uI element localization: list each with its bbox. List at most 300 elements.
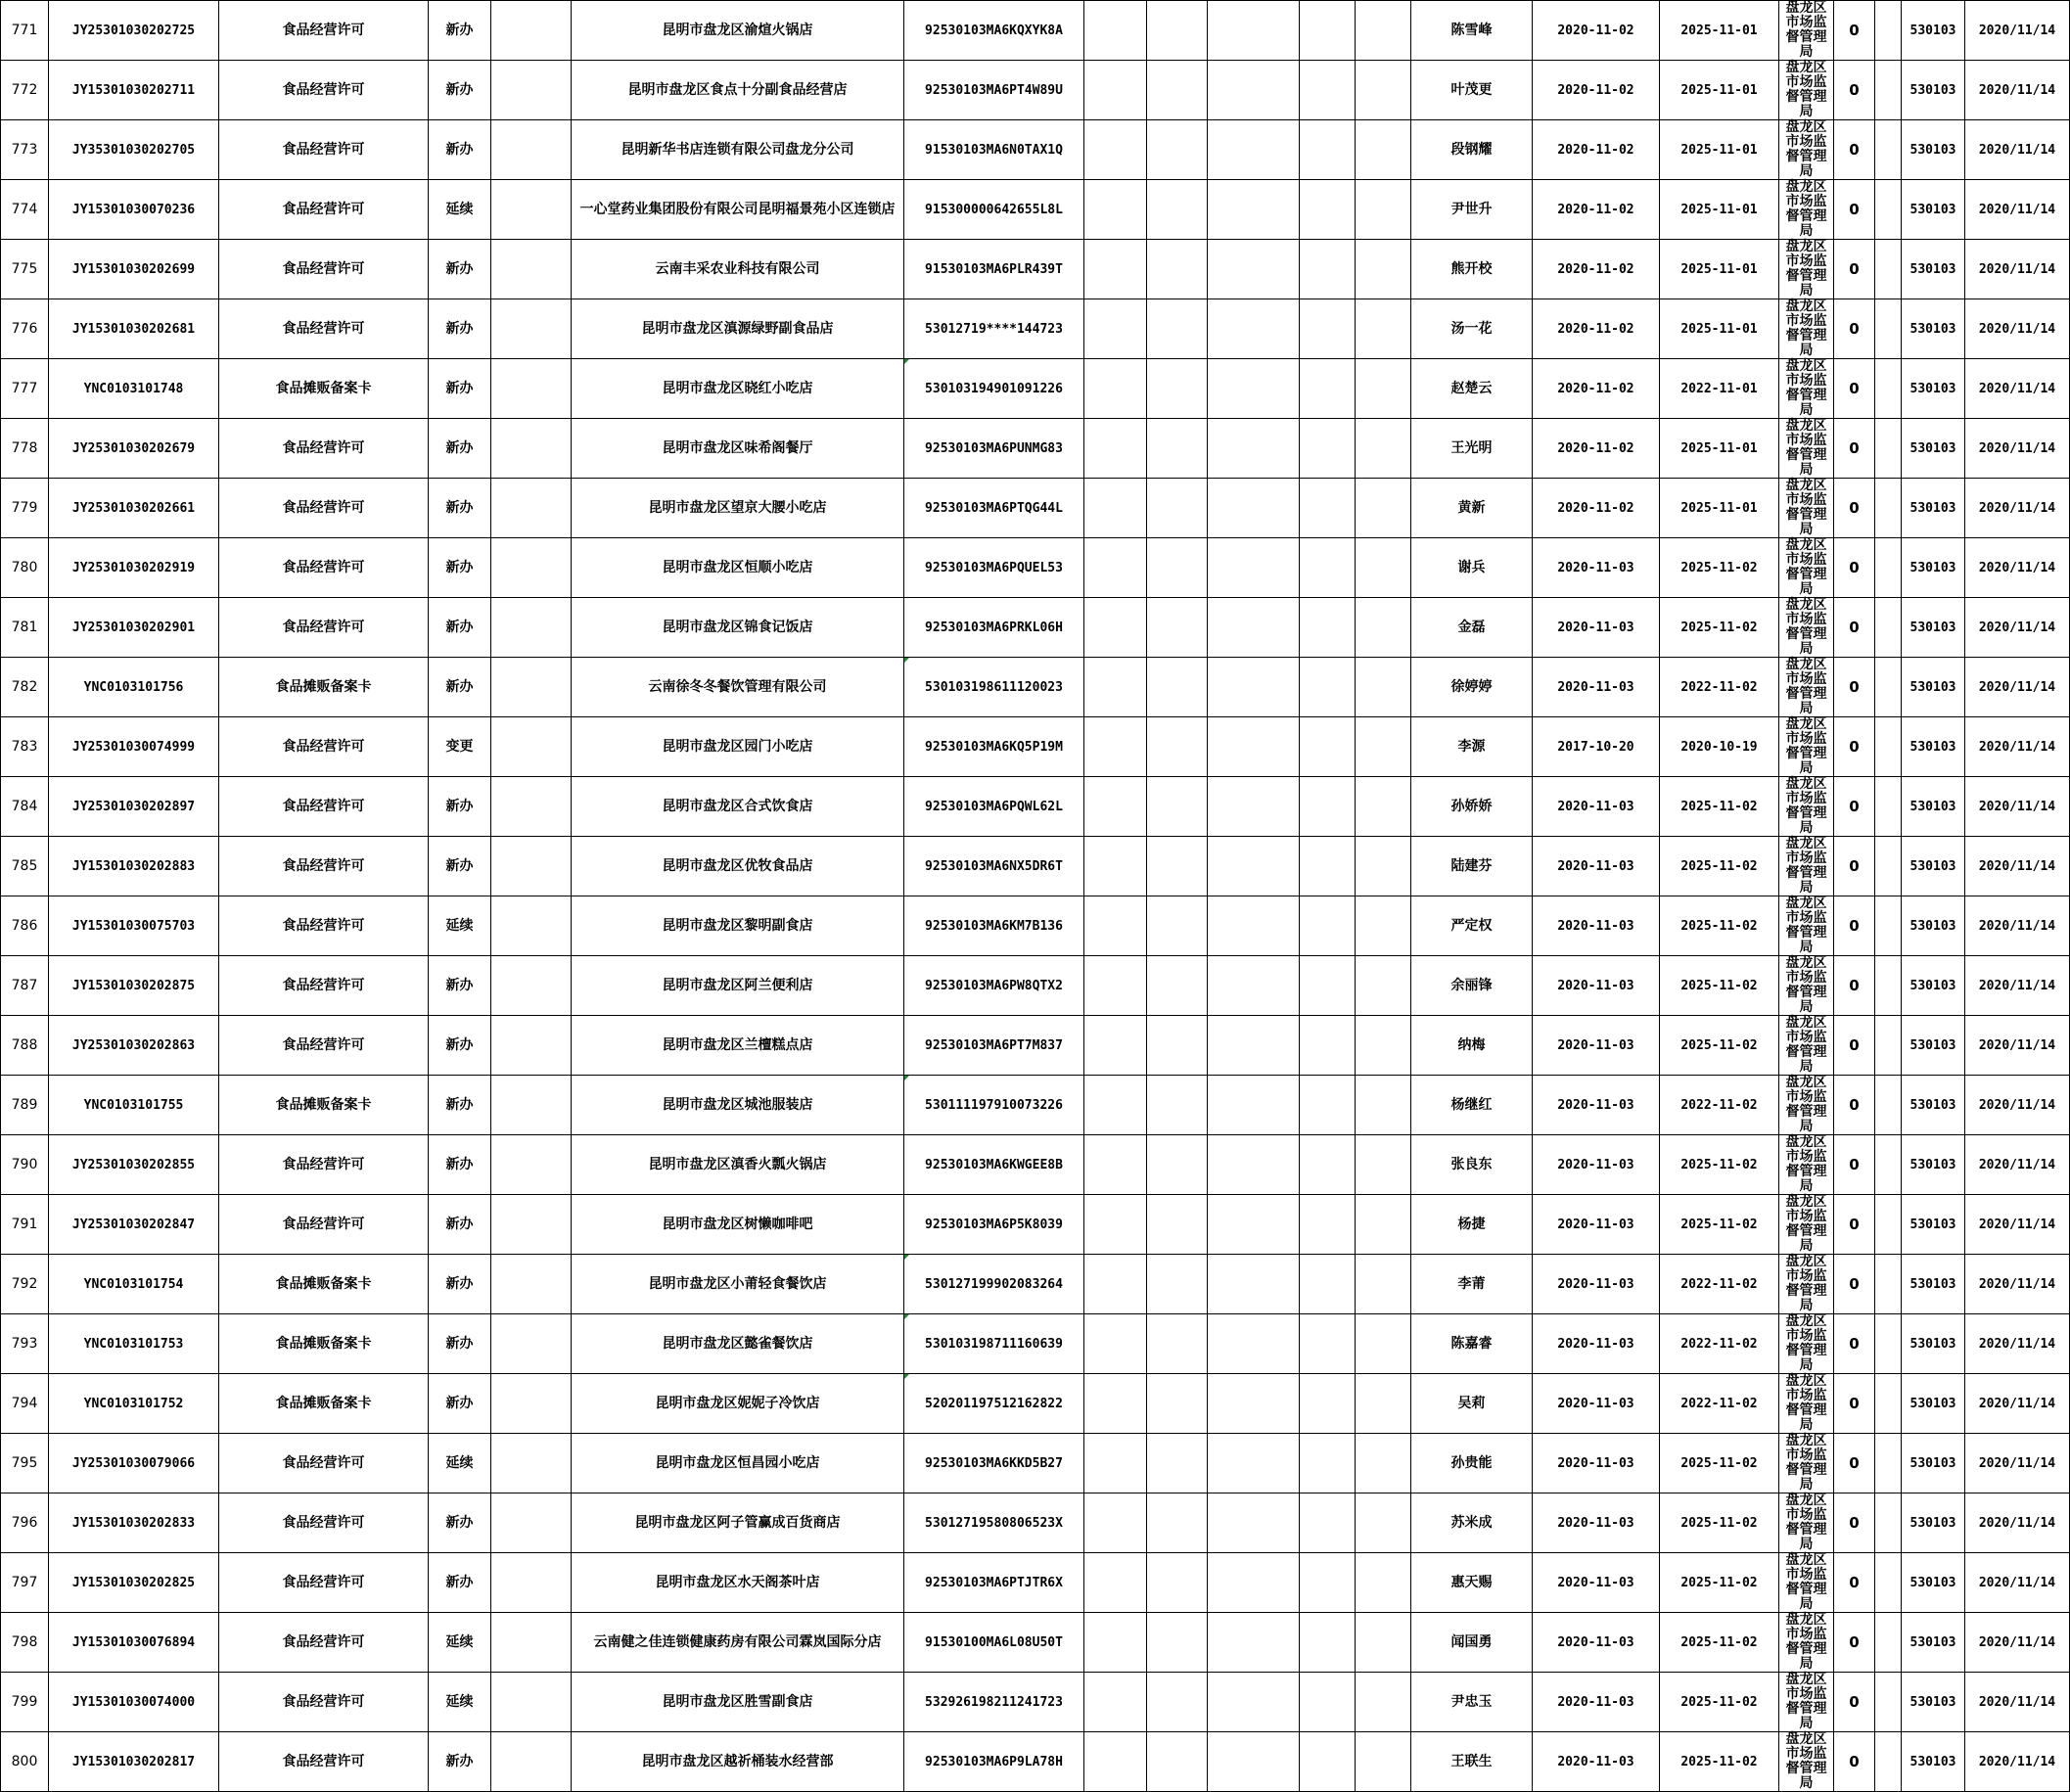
empty-cell xyxy=(1084,1374,1147,1434)
empty-cell xyxy=(1875,419,1902,479)
valid-from-cell: 2020-11-02 xyxy=(1533,120,1660,180)
license-number-cell: YNC0103101753 xyxy=(49,1314,219,1374)
empty-cell xyxy=(491,61,572,120)
region-code-cell: 530103 xyxy=(1902,180,1965,240)
valid-to-cell: 2025-11-02 xyxy=(1660,1195,1779,1255)
business-name-cell: 昆明市盘龙区合式饮食店 xyxy=(572,777,904,837)
valid-from-cell: 2020-11-03 xyxy=(1533,1076,1660,1135)
region-code-cell: 530103 xyxy=(1902,1374,1965,1434)
empty-cell xyxy=(1084,1434,1147,1493)
publish-date-cell: 2020/11/14 xyxy=(1965,240,2070,299)
status-cell: 0 xyxy=(1834,180,1875,240)
table-row xyxy=(1,717,2070,777)
region-code-cell: 530103 xyxy=(1902,240,1965,299)
table-row xyxy=(1,598,2070,658)
valid-to-cell: 2025-11-02 xyxy=(1660,1613,1779,1673)
credit-code-cell: 530103198711160639 xyxy=(904,1314,1084,1374)
authority-cell: 盘龙区市场监督管理局 xyxy=(1779,61,1834,120)
authority-cell: 盘龙区市场监督管理局 xyxy=(1779,120,1834,180)
publish-date-cell: 2020/11/14 xyxy=(1965,120,2070,180)
license-number-cell: JY25301030202679 xyxy=(49,419,219,479)
credit-code-cell: 530111197910073226 xyxy=(904,1076,1084,1135)
license-type-cell: 食品经营许可 xyxy=(219,299,429,359)
valid-from-cell: 2020-11-02 xyxy=(1533,180,1660,240)
status-cell: 0 xyxy=(1834,658,1875,717)
empty-cell xyxy=(1208,1673,1300,1732)
authority-cell: 盘龙区市场监督管理局 xyxy=(1779,1016,1834,1076)
legal-person-cell: 李源 xyxy=(1411,717,1533,777)
empty-cell xyxy=(1300,120,1356,180)
table-row xyxy=(1,1613,2070,1673)
publish-date-cell: 2020/11/14 xyxy=(1965,1553,2070,1613)
valid-from-cell: 2020-11-02 xyxy=(1533,1,1660,61)
empty-cell xyxy=(1084,538,1147,598)
valid-to-cell: 2025-11-02 xyxy=(1660,1016,1779,1076)
empty-cell xyxy=(1147,1374,1208,1434)
empty-cell xyxy=(1356,538,1411,598)
empty-cell xyxy=(1208,359,1300,419)
empty-cell xyxy=(1208,1255,1300,1314)
empty-cell xyxy=(1084,1135,1147,1195)
empty-cell xyxy=(1084,1553,1147,1613)
empty-cell xyxy=(491,658,572,717)
row-number-cell: 786 xyxy=(1,896,49,956)
license-type-cell: 食品摊贩备案卡 xyxy=(219,1255,429,1314)
empty-cell xyxy=(1300,1613,1356,1673)
empty-cell xyxy=(1356,1135,1411,1195)
action-cell: 新办 xyxy=(429,777,491,837)
action-cell: 新办 xyxy=(429,61,491,120)
business-name-cell: 昆明市盘龙区阿子管赢成百货商店 xyxy=(572,1493,904,1553)
table-row xyxy=(1,299,2070,359)
empty-cell xyxy=(1300,837,1356,896)
row-number-cell: 800 xyxy=(1,1732,49,1792)
business-name-cell: 昆明市盘龙区滇香火瓢火锅店 xyxy=(572,1135,904,1195)
valid-from-cell: 2020-11-03 xyxy=(1533,1434,1660,1493)
publish-date-cell: 2020/11/14 xyxy=(1965,1195,2070,1255)
empty-cell xyxy=(1208,120,1300,180)
empty-cell xyxy=(1356,777,1411,837)
empty-cell xyxy=(491,956,572,1016)
valid-from-cell: 2020-11-03 xyxy=(1533,1255,1660,1314)
empty-cell xyxy=(1208,1493,1300,1553)
empty-cell xyxy=(1147,1,1208,61)
publish-date-cell: 2020/11/14 xyxy=(1965,598,2070,658)
legal-person-cell: 陈雪峰 xyxy=(1411,1,1533,61)
publish-date-cell: 2020/11/14 xyxy=(1965,1434,2070,1493)
license-type-cell: 食品经营许可 xyxy=(219,120,429,180)
empty-cell xyxy=(1875,1434,1902,1493)
valid-to-cell: 2025-11-02 xyxy=(1660,837,1779,896)
empty-cell xyxy=(1147,419,1208,479)
valid-from-cell: 2020-11-03 xyxy=(1533,658,1660,717)
authority-cell: 盘龙区市场监督管理局 xyxy=(1779,180,1834,240)
empty-cell xyxy=(1875,1255,1902,1314)
valid-from-cell: 2020-11-02 xyxy=(1533,479,1660,538)
valid-from-cell: 2020-11-03 xyxy=(1533,1374,1660,1434)
empty-cell xyxy=(1356,180,1411,240)
license-number-cell: JY25301030074999 xyxy=(49,717,219,777)
license-number-cell: JY15301030202711 xyxy=(49,61,219,120)
empty-cell xyxy=(1208,598,1300,658)
license-number-cell: JY15301030202817 xyxy=(49,1732,219,1792)
region-code-cell: 530103 xyxy=(1902,658,1965,717)
empty-cell xyxy=(1084,1016,1147,1076)
publish-date-cell: 2020/11/14 xyxy=(1965,1076,2070,1135)
publish-date-cell: 2020/11/14 xyxy=(1965,837,2070,896)
publish-date-cell: 2020/11/14 xyxy=(1965,419,2070,479)
credit-code-cell: 91530103MA6N0TAX1Q xyxy=(904,120,1084,180)
row-number-cell: 779 xyxy=(1,479,49,538)
row-number-cell: 788 xyxy=(1,1016,49,1076)
empty-cell xyxy=(491,1195,572,1255)
action-cell: 新办 xyxy=(429,1314,491,1374)
empty-cell xyxy=(491,240,572,299)
region-code-cell: 530103 xyxy=(1902,1493,1965,1553)
status-cell: 0 xyxy=(1834,1016,1875,1076)
row-number-cell: 797 xyxy=(1,1553,49,1613)
empty-cell xyxy=(1300,658,1356,717)
region-code-cell: 530103 xyxy=(1902,896,1965,956)
empty-cell xyxy=(1356,1195,1411,1255)
authority-cell: 盘龙区市场监督管理局 xyxy=(1779,1732,1834,1792)
business-name-cell: 昆明市盘龙区锦食记饭店 xyxy=(572,598,904,658)
empty-cell xyxy=(491,359,572,419)
empty-cell xyxy=(1356,1732,1411,1792)
empty-cell xyxy=(1147,777,1208,837)
license-number-cell: JY15301030202699 xyxy=(49,240,219,299)
table-row xyxy=(1,1434,2070,1493)
row-number-cell: 799 xyxy=(1,1673,49,1732)
license-number-cell: JY25301030202855 xyxy=(49,1135,219,1195)
publish-date-cell: 2020/11/14 xyxy=(1965,658,2070,717)
license-number-cell: JY15301030202825 xyxy=(49,1553,219,1613)
empty-cell xyxy=(1356,896,1411,956)
business-name-cell: 昆明市盘龙区望京大腰小吃店 xyxy=(572,479,904,538)
region-code-cell: 530103 xyxy=(1902,479,1965,538)
publish-date-cell: 2020/11/14 xyxy=(1965,538,2070,598)
row-number-cell: 785 xyxy=(1,837,49,896)
table-row xyxy=(1,1195,2070,1255)
valid-from-cell: 2020-11-02 xyxy=(1533,240,1660,299)
empty-cell xyxy=(1208,1613,1300,1673)
valid-to-cell: 2025-11-01 xyxy=(1660,299,1779,359)
empty-cell xyxy=(1875,479,1902,538)
row-number-cell: 798 xyxy=(1,1613,49,1673)
publish-date-cell: 2020/11/14 xyxy=(1965,1732,2070,1792)
row-number-cell: 795 xyxy=(1,1434,49,1493)
empty-cell xyxy=(1208,1016,1300,1076)
legal-person-cell: 尹世升 xyxy=(1411,180,1533,240)
table-row xyxy=(1,1314,2070,1374)
action-cell: 新办 xyxy=(429,1195,491,1255)
empty-cell xyxy=(1147,479,1208,538)
empty-cell xyxy=(1147,1732,1208,1792)
empty-cell xyxy=(1147,120,1208,180)
valid-to-cell: 2025-11-02 xyxy=(1660,538,1779,598)
empty-cell xyxy=(1356,1613,1411,1673)
license-type-cell: 食品经营许可 xyxy=(219,1493,429,1553)
legal-person-cell: 王联生 xyxy=(1411,1732,1533,1792)
empty-cell xyxy=(1875,120,1902,180)
business-name-cell: 昆明市盘龙区黎明副食店 xyxy=(572,896,904,956)
legal-person-cell: 段钢耀 xyxy=(1411,120,1533,180)
authority-cell: 盘龙区市场监督管理局 xyxy=(1779,777,1834,837)
credit-code-cell: 53012719580806523X xyxy=(904,1493,1084,1553)
publish-date-cell: 2020/11/14 xyxy=(1965,956,2070,1016)
table-row xyxy=(1,120,2070,180)
row-number-cell: 774 xyxy=(1,180,49,240)
authority-cell: 盘龙区市场监督管理局 xyxy=(1779,956,1834,1016)
empty-cell xyxy=(1300,61,1356,120)
empty-cell xyxy=(491,538,572,598)
status-cell: 0 xyxy=(1834,419,1875,479)
empty-cell xyxy=(1147,240,1208,299)
action-cell: 新办 xyxy=(429,1016,491,1076)
empty-cell xyxy=(1208,1,1300,61)
license-number-cell: JY15301030202681 xyxy=(49,299,219,359)
empty-cell xyxy=(1875,538,1902,598)
table-body xyxy=(1,1,2070,1792)
license-number-cell: JY25301030202863 xyxy=(49,1016,219,1076)
empty-cell xyxy=(1875,359,1902,419)
license-type-cell: 食品摊贩备案卡 xyxy=(219,658,429,717)
empty-cell xyxy=(1084,359,1147,419)
empty-cell xyxy=(1300,180,1356,240)
empty-cell xyxy=(1208,1135,1300,1195)
valid-from-cell: 2020-11-03 xyxy=(1533,598,1660,658)
table-row xyxy=(1,1553,2070,1613)
empty-cell xyxy=(1084,240,1147,299)
authority-cell: 盘龙区市场监督管理局 xyxy=(1779,1314,1834,1374)
authority-cell: 盘龙区市场监督管理局 xyxy=(1779,538,1834,598)
table-row xyxy=(1,1,2070,61)
empty-cell xyxy=(491,1493,572,1553)
publish-date-cell: 2020/11/14 xyxy=(1965,1314,2070,1374)
empty-cell xyxy=(1084,61,1147,120)
valid-from-cell: 2020-11-03 xyxy=(1533,1673,1660,1732)
empty-cell xyxy=(1208,61,1300,120)
valid-from-cell: 2020-11-03 xyxy=(1533,1314,1660,1374)
empty-cell xyxy=(491,120,572,180)
valid-to-cell: 2022-11-02 xyxy=(1660,1314,1779,1374)
empty-cell xyxy=(1300,956,1356,1016)
row-number-cell: 791 xyxy=(1,1195,49,1255)
status-cell: 0 xyxy=(1834,299,1875,359)
license-number-cell: JY15301030076894 xyxy=(49,1613,219,1673)
empty-cell xyxy=(1875,1553,1902,1613)
status-cell: 0 xyxy=(1834,1195,1875,1255)
empty-cell xyxy=(1147,1135,1208,1195)
authority-cell: 盘龙区市场监督管理局 xyxy=(1779,598,1834,658)
table-row xyxy=(1,1673,2070,1732)
empty-cell xyxy=(1875,1135,1902,1195)
region-code-cell: 530103 xyxy=(1902,1434,1965,1493)
legal-person-cell: 徐婷婷 xyxy=(1411,658,1533,717)
empty-cell xyxy=(491,180,572,240)
credit-code-cell: 91530100MA6L08U50T xyxy=(904,1613,1084,1673)
status-cell: 0 xyxy=(1834,598,1875,658)
status-cell: 0 xyxy=(1834,837,1875,896)
status-cell: 0 xyxy=(1834,1493,1875,1553)
legal-person-cell: 金磊 xyxy=(1411,598,1533,658)
legal-person-cell: 王光明 xyxy=(1411,419,1533,479)
empty-cell xyxy=(1147,359,1208,419)
credit-code-cell: 532926198211241723 xyxy=(904,1673,1084,1732)
credit-code-cell: 530103198611120023 xyxy=(904,658,1084,717)
valid-from-cell: 2020-11-03 xyxy=(1533,956,1660,1016)
credit-code-cell: 530127199902083264 xyxy=(904,1255,1084,1314)
empty-cell xyxy=(1300,1673,1356,1732)
empty-cell xyxy=(1084,896,1147,956)
empty-cell xyxy=(1208,658,1300,717)
empty-cell xyxy=(1356,1076,1411,1135)
empty-cell xyxy=(1875,956,1902,1016)
legal-person-cell: 汤一花 xyxy=(1411,299,1533,359)
action-cell: 新办 xyxy=(429,479,491,538)
action-cell: 延续 xyxy=(429,1673,491,1732)
row-number-cell: 787 xyxy=(1,956,49,1016)
empty-cell xyxy=(1208,1732,1300,1792)
license-number-cell: YNC0103101748 xyxy=(49,359,219,419)
publish-date-cell: 2020/11/14 xyxy=(1965,180,2070,240)
empty-cell xyxy=(1084,1076,1147,1135)
empty-cell xyxy=(1875,1016,1902,1076)
empty-cell xyxy=(1084,1613,1147,1673)
status-cell: 0 xyxy=(1834,717,1875,777)
license-number-cell: YNC0103101755 xyxy=(49,1076,219,1135)
empty-cell xyxy=(1147,896,1208,956)
valid-from-cell: 2020-11-02 xyxy=(1533,359,1660,419)
valid-from-cell: 2020-11-03 xyxy=(1533,1732,1660,1792)
legal-person-cell: 孙娇娇 xyxy=(1411,777,1533,837)
credit-code-cell: 92530103MA6PW8QTX2 xyxy=(904,956,1084,1016)
license-number-cell: JY15301030070236 xyxy=(49,180,219,240)
authority-cell: 盘龙区市场监督管理局 xyxy=(1779,419,1834,479)
valid-from-cell: 2020-11-03 xyxy=(1533,837,1660,896)
license-number-cell: JY25301030079066 xyxy=(49,1434,219,1493)
publish-date-cell: 2020/11/14 xyxy=(1965,61,2070,120)
publish-date-cell: 2020/11/14 xyxy=(1965,1,2070,61)
license-type-cell: 食品经营许可 xyxy=(219,1613,429,1673)
empty-cell xyxy=(1084,120,1147,180)
empty-cell xyxy=(1147,1195,1208,1255)
business-name-cell: 昆明市盘龙区胜雪副食店 xyxy=(572,1673,904,1732)
empty-cell xyxy=(1356,1434,1411,1493)
empty-cell xyxy=(491,837,572,896)
credit-code-cell: 92530103MA6PUNMG83 xyxy=(904,419,1084,479)
region-code-cell: 530103 xyxy=(1902,359,1965,419)
credit-code-cell: 530103194901091226 xyxy=(904,359,1084,419)
action-cell: 新办 xyxy=(429,1732,491,1792)
valid-to-cell: 2025-11-02 xyxy=(1660,1135,1779,1195)
status-cell: 0 xyxy=(1834,240,1875,299)
valid-from-cell: 2020-11-03 xyxy=(1533,1613,1660,1673)
credit-code-cell: 92530103MA6PTQG44L xyxy=(904,479,1084,538)
authority-cell: 盘龙区市场监督管理局 xyxy=(1779,1553,1834,1613)
empty-cell xyxy=(1147,1016,1208,1076)
action-cell: 新办 xyxy=(429,1493,491,1553)
empty-cell xyxy=(1300,1255,1356,1314)
empty-cell xyxy=(1147,658,1208,717)
license-number-cell: YNC0103101754 xyxy=(49,1255,219,1314)
empty-cell xyxy=(1208,240,1300,299)
license-number-cell: JY25301030202901 xyxy=(49,598,219,658)
empty-cell xyxy=(1356,717,1411,777)
empty-cell xyxy=(1356,120,1411,180)
valid-to-cell: 2022-11-02 xyxy=(1660,1374,1779,1434)
legal-person-cell: 苏米成 xyxy=(1411,1493,1533,1553)
business-name-cell: 昆明市盘龙区优牧食品店 xyxy=(572,837,904,896)
valid-to-cell: 2020-10-19 xyxy=(1660,717,1779,777)
empty-cell xyxy=(1147,1314,1208,1374)
publish-date-cell: 2020/11/14 xyxy=(1965,896,2070,956)
legal-person-cell: 杨继红 xyxy=(1411,1076,1533,1135)
credit-code-cell: 91530103MA6PLR439T xyxy=(904,240,1084,299)
credit-code-cell: 92530103MA6KWGEE8B xyxy=(904,1135,1084,1195)
empty-cell xyxy=(1147,598,1208,658)
legal-person-cell: 吴莉 xyxy=(1411,1374,1533,1434)
valid-from-cell: 2020-11-03 xyxy=(1533,777,1660,837)
empty-cell xyxy=(1300,299,1356,359)
region-code-cell: 530103 xyxy=(1902,1314,1965,1374)
license-type-cell: 食品经营许可 xyxy=(219,1,429,61)
empty-cell xyxy=(1300,240,1356,299)
empty-cell xyxy=(1300,1135,1356,1195)
empty-cell xyxy=(1356,1016,1411,1076)
credit-code-cell: 92530103MA6KKD5B27 xyxy=(904,1434,1084,1493)
authority-cell: 盘龙区市场监督管理局 xyxy=(1779,1374,1834,1434)
empty-cell xyxy=(1875,1613,1902,1673)
row-number-cell: 792 xyxy=(1,1255,49,1314)
valid-to-cell: 2025-11-02 xyxy=(1660,1434,1779,1493)
empty-cell xyxy=(1875,61,1902,120)
business-name-cell: 昆明新华书店连锁有限公司盘龙分公司 xyxy=(572,120,904,180)
authority-cell: 盘龙区市场监督管理局 xyxy=(1779,1673,1834,1732)
legal-person-cell: 陆建芬 xyxy=(1411,837,1533,896)
valid-from-cell: 2020-11-03 xyxy=(1533,896,1660,956)
publish-date-cell: 2020/11/14 xyxy=(1965,479,2070,538)
action-cell: 新办 xyxy=(429,658,491,717)
empty-cell xyxy=(1300,598,1356,658)
region-code-cell: 530103 xyxy=(1902,1673,1965,1732)
empty-cell xyxy=(1147,538,1208,598)
empty-cell xyxy=(1084,837,1147,896)
empty-cell xyxy=(1147,837,1208,896)
authority-cell: 盘龙区市场监督管理局 xyxy=(1779,299,1834,359)
empty-cell xyxy=(1084,956,1147,1016)
publish-date-cell: 2020/11/14 xyxy=(1965,777,2070,837)
empty-cell xyxy=(1875,1493,1902,1553)
empty-cell xyxy=(1147,1493,1208,1553)
license-number-cell: JY15301030202875 xyxy=(49,956,219,1016)
publish-date-cell: 2020/11/14 xyxy=(1965,1673,2070,1732)
valid-from-cell: 2020-11-02 xyxy=(1533,419,1660,479)
business-name-cell: 昆明市盘龙区城池服装店 xyxy=(572,1076,904,1135)
empty-cell xyxy=(1875,777,1902,837)
empty-cell xyxy=(1208,1076,1300,1135)
valid-to-cell: 2025-11-02 xyxy=(1660,1732,1779,1792)
license-number-cell: JY25301030202847 xyxy=(49,1195,219,1255)
empty-cell xyxy=(1300,538,1356,598)
publish-date-cell: 2020/11/14 xyxy=(1965,1374,2070,1434)
valid-to-cell: 2025-11-02 xyxy=(1660,1673,1779,1732)
empty-cell xyxy=(1356,299,1411,359)
empty-cell xyxy=(1875,1195,1902,1255)
status-cell: 0 xyxy=(1834,61,1875,120)
license-type-cell: 食品经营许可 xyxy=(219,479,429,538)
empty-cell xyxy=(1208,1553,1300,1613)
